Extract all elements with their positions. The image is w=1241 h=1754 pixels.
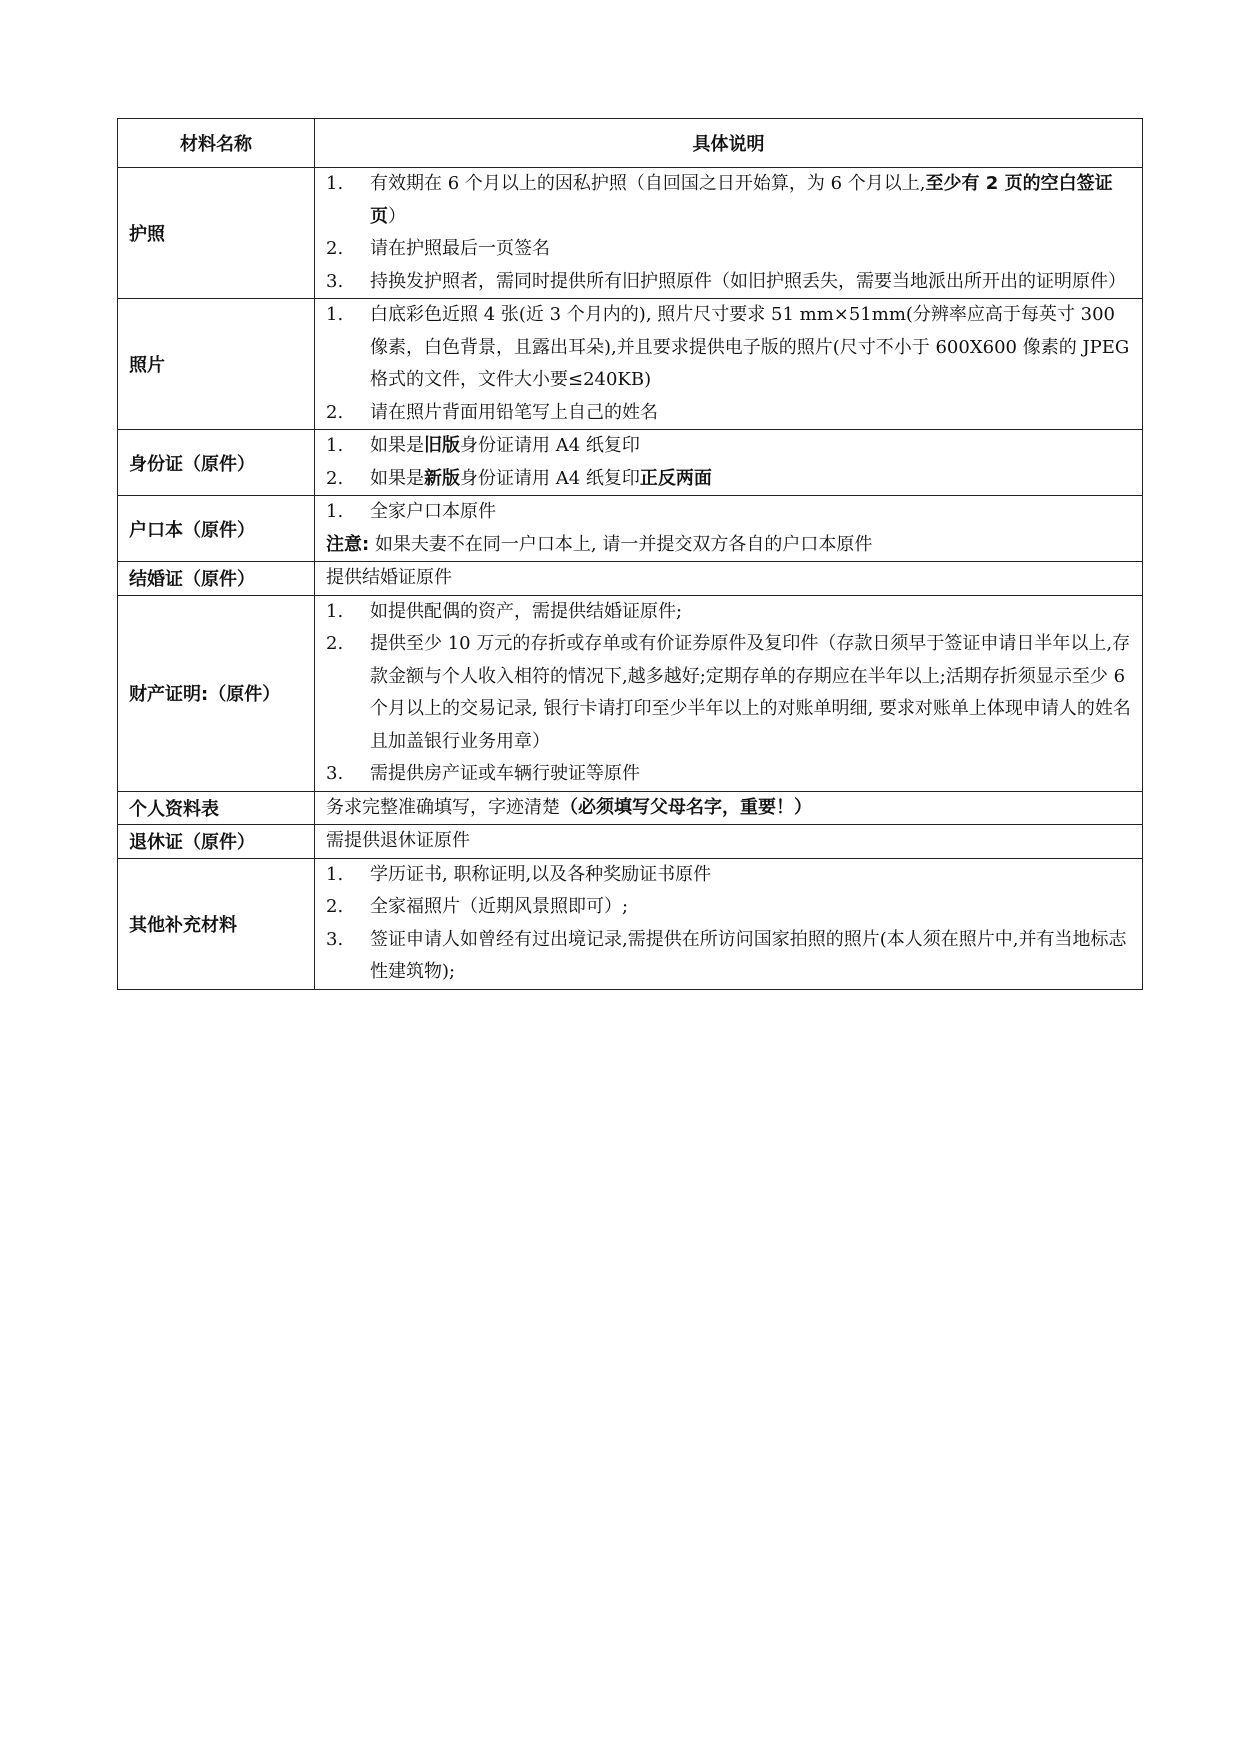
row-retirement xyxy=(118,825,1143,859)
list-item xyxy=(326,299,1136,397)
list-item xyxy=(326,758,1136,791)
item-text-plain: 有效期在 6 个月以上的因私护照（自回国之日开始算，为 6 个月以上, xyxy=(370,173,926,194)
item-number: 2. xyxy=(326,467,344,489)
row-name-personal-form: 个人资料表 xyxy=(118,791,315,825)
list-item xyxy=(326,463,1136,496)
item-text: 签证申请人如曾经有过出境记录,需提供在所访问国家拍照的照片(本人须在照片中,并有当地标志性建筑物); xyxy=(370,928,1127,982)
row-marriage xyxy=(118,562,1143,596)
note-label: 注意: xyxy=(326,533,370,555)
item-number: 1. xyxy=(326,863,344,885)
item-text-bold: 正反两面 xyxy=(639,467,712,489)
list-item xyxy=(326,891,1136,924)
item-text xyxy=(370,168,1136,233)
header-description: 具体说明 xyxy=(315,119,1143,168)
list-item xyxy=(326,596,1136,629)
row-assets xyxy=(118,595,1143,791)
row-name-hukou: 户口本（原件） xyxy=(118,496,315,562)
item-text-tail: ） xyxy=(388,205,406,227)
item-text: 提供至少 10 万元的存折或存单或有价证券原件及复印件（存款日须早于签证申请日半年以上,存款金额与个人收入相符的情况下,越多越好;定期存单的存期应在半年以上;活期存折须显示至少 6 个月以上的交易记录, 银行卡请打印至少半年以上的对账单明细, 要求对账单上体现申请人的姓名且加盖银行业务用章） xyxy=(370,633,1131,752)
row-hukou xyxy=(118,496,1143,562)
item-text: 持换发护照者，需同时提供所有旧护照原件（如旧护照丢失，需要当地派出所开出的证明原件） xyxy=(370,270,1126,292)
row-desc-retirement: 需提供退休证原件 xyxy=(315,825,1143,859)
item-text: 请在照片背面用铅笔写上自己的姓名 xyxy=(370,401,658,423)
item-text-bold: 至少有 2 页的空白签证页 xyxy=(370,173,1113,227)
item-text-plain: 如果是 xyxy=(370,435,424,456)
row-desc-assets xyxy=(315,595,1143,791)
item-number: 2. xyxy=(326,238,344,259)
row-name-photo: 照片 xyxy=(118,299,315,430)
item-text-bold: 新版 xyxy=(424,467,460,489)
header-material-name: 材料名称 xyxy=(118,119,315,168)
item-text: 如提供配偶的资产，需提供结婚证原件; xyxy=(370,600,683,622)
document-page xyxy=(117,118,1142,990)
list-item xyxy=(326,397,1136,430)
row-name-retirement: 退休证（原件） xyxy=(118,825,315,859)
row-desc-hukou xyxy=(315,496,1143,562)
item-text: 学历证书, 职称证明,以及各种奖励证书原件 xyxy=(370,863,712,885)
item-number: 1. xyxy=(326,435,344,456)
row-name-marriage: 结婚证（原件） xyxy=(118,562,315,596)
item-number: 3. xyxy=(326,928,344,950)
item-number: 2. xyxy=(326,401,344,423)
item-text-bold: 旧版 xyxy=(424,435,460,456)
row-desc-personal-form xyxy=(315,791,1143,825)
item-text xyxy=(370,463,1136,496)
list-item xyxy=(326,266,1136,299)
row-id-card xyxy=(118,430,1143,496)
item-text-plain: 身份证请用 A4 纸复印 xyxy=(460,467,640,489)
item-number: 3. xyxy=(326,763,344,784)
item-text-plain: 务求完整准确填写，字迹清楚 xyxy=(326,796,560,818)
list-item xyxy=(326,496,1136,529)
list-item xyxy=(326,168,1136,233)
row-desc-id-card xyxy=(315,430,1143,496)
item-number: 1. xyxy=(326,304,344,325)
list-item xyxy=(326,924,1136,989)
item-text-bold: （必须填写父母名字，重要！） xyxy=(560,796,812,818)
item-text: 全家福照片（近期风景照即可）; xyxy=(370,896,629,917)
item-number: 3. xyxy=(326,270,344,292)
row-desc-other xyxy=(315,858,1143,989)
row-desc-passport xyxy=(315,168,1143,299)
header-row xyxy=(118,119,1143,168)
item-number: 1. xyxy=(326,600,344,622)
item-text-plain: 如果是 xyxy=(370,467,424,489)
row-desc-photo xyxy=(315,299,1143,430)
item-text xyxy=(370,430,1136,463)
list-item xyxy=(326,430,1136,463)
item-number: 1. xyxy=(326,501,344,522)
materials-table xyxy=(117,118,1143,990)
item-number: 2. xyxy=(326,896,344,917)
row-name-id-card: 身份证（原件） xyxy=(118,430,315,496)
item-text: 全家户口本原件 xyxy=(370,501,496,522)
row-desc-marriage: 提供结婚证原件 xyxy=(315,562,1143,596)
row-name-passport: 护照 xyxy=(118,168,315,299)
item-number: 1. xyxy=(326,173,344,194)
list-item xyxy=(326,628,1136,758)
list-item xyxy=(326,233,1136,266)
item-text: 白底彩色近照 4 张(近 3 个月内的), 照片尺寸要求 51 mm×51mm(分辨率应高于每英寸 300 像素，白色背景，且露出耳朵),并且要求提供电子版的照片(尺寸不小于 600X600 像素的 JPEG 格式的文件，文件大小要≤240KB) xyxy=(370,304,1130,390)
row-other xyxy=(118,858,1143,989)
row-passport xyxy=(118,168,1143,299)
item-text: 请在护照最后一页签名 xyxy=(370,238,550,259)
item-number: 2. xyxy=(326,633,344,654)
item-text-plain: 身份证请用 A4 纸复印 xyxy=(460,435,640,456)
item-text: 需提供房产证或车辆行驶证等原件 xyxy=(370,763,640,784)
note xyxy=(326,529,1136,562)
row-name-other: 其他补充材料 xyxy=(118,858,315,989)
row-personal-form xyxy=(118,791,1143,825)
row-photo xyxy=(118,299,1143,430)
row-name-assets: 财产证明:（原件） xyxy=(118,595,315,791)
list-item xyxy=(326,859,1136,892)
note-text: 如果夫妻不在同一户口本上, 请一并提交双方各自的户口本原件 xyxy=(374,533,873,555)
